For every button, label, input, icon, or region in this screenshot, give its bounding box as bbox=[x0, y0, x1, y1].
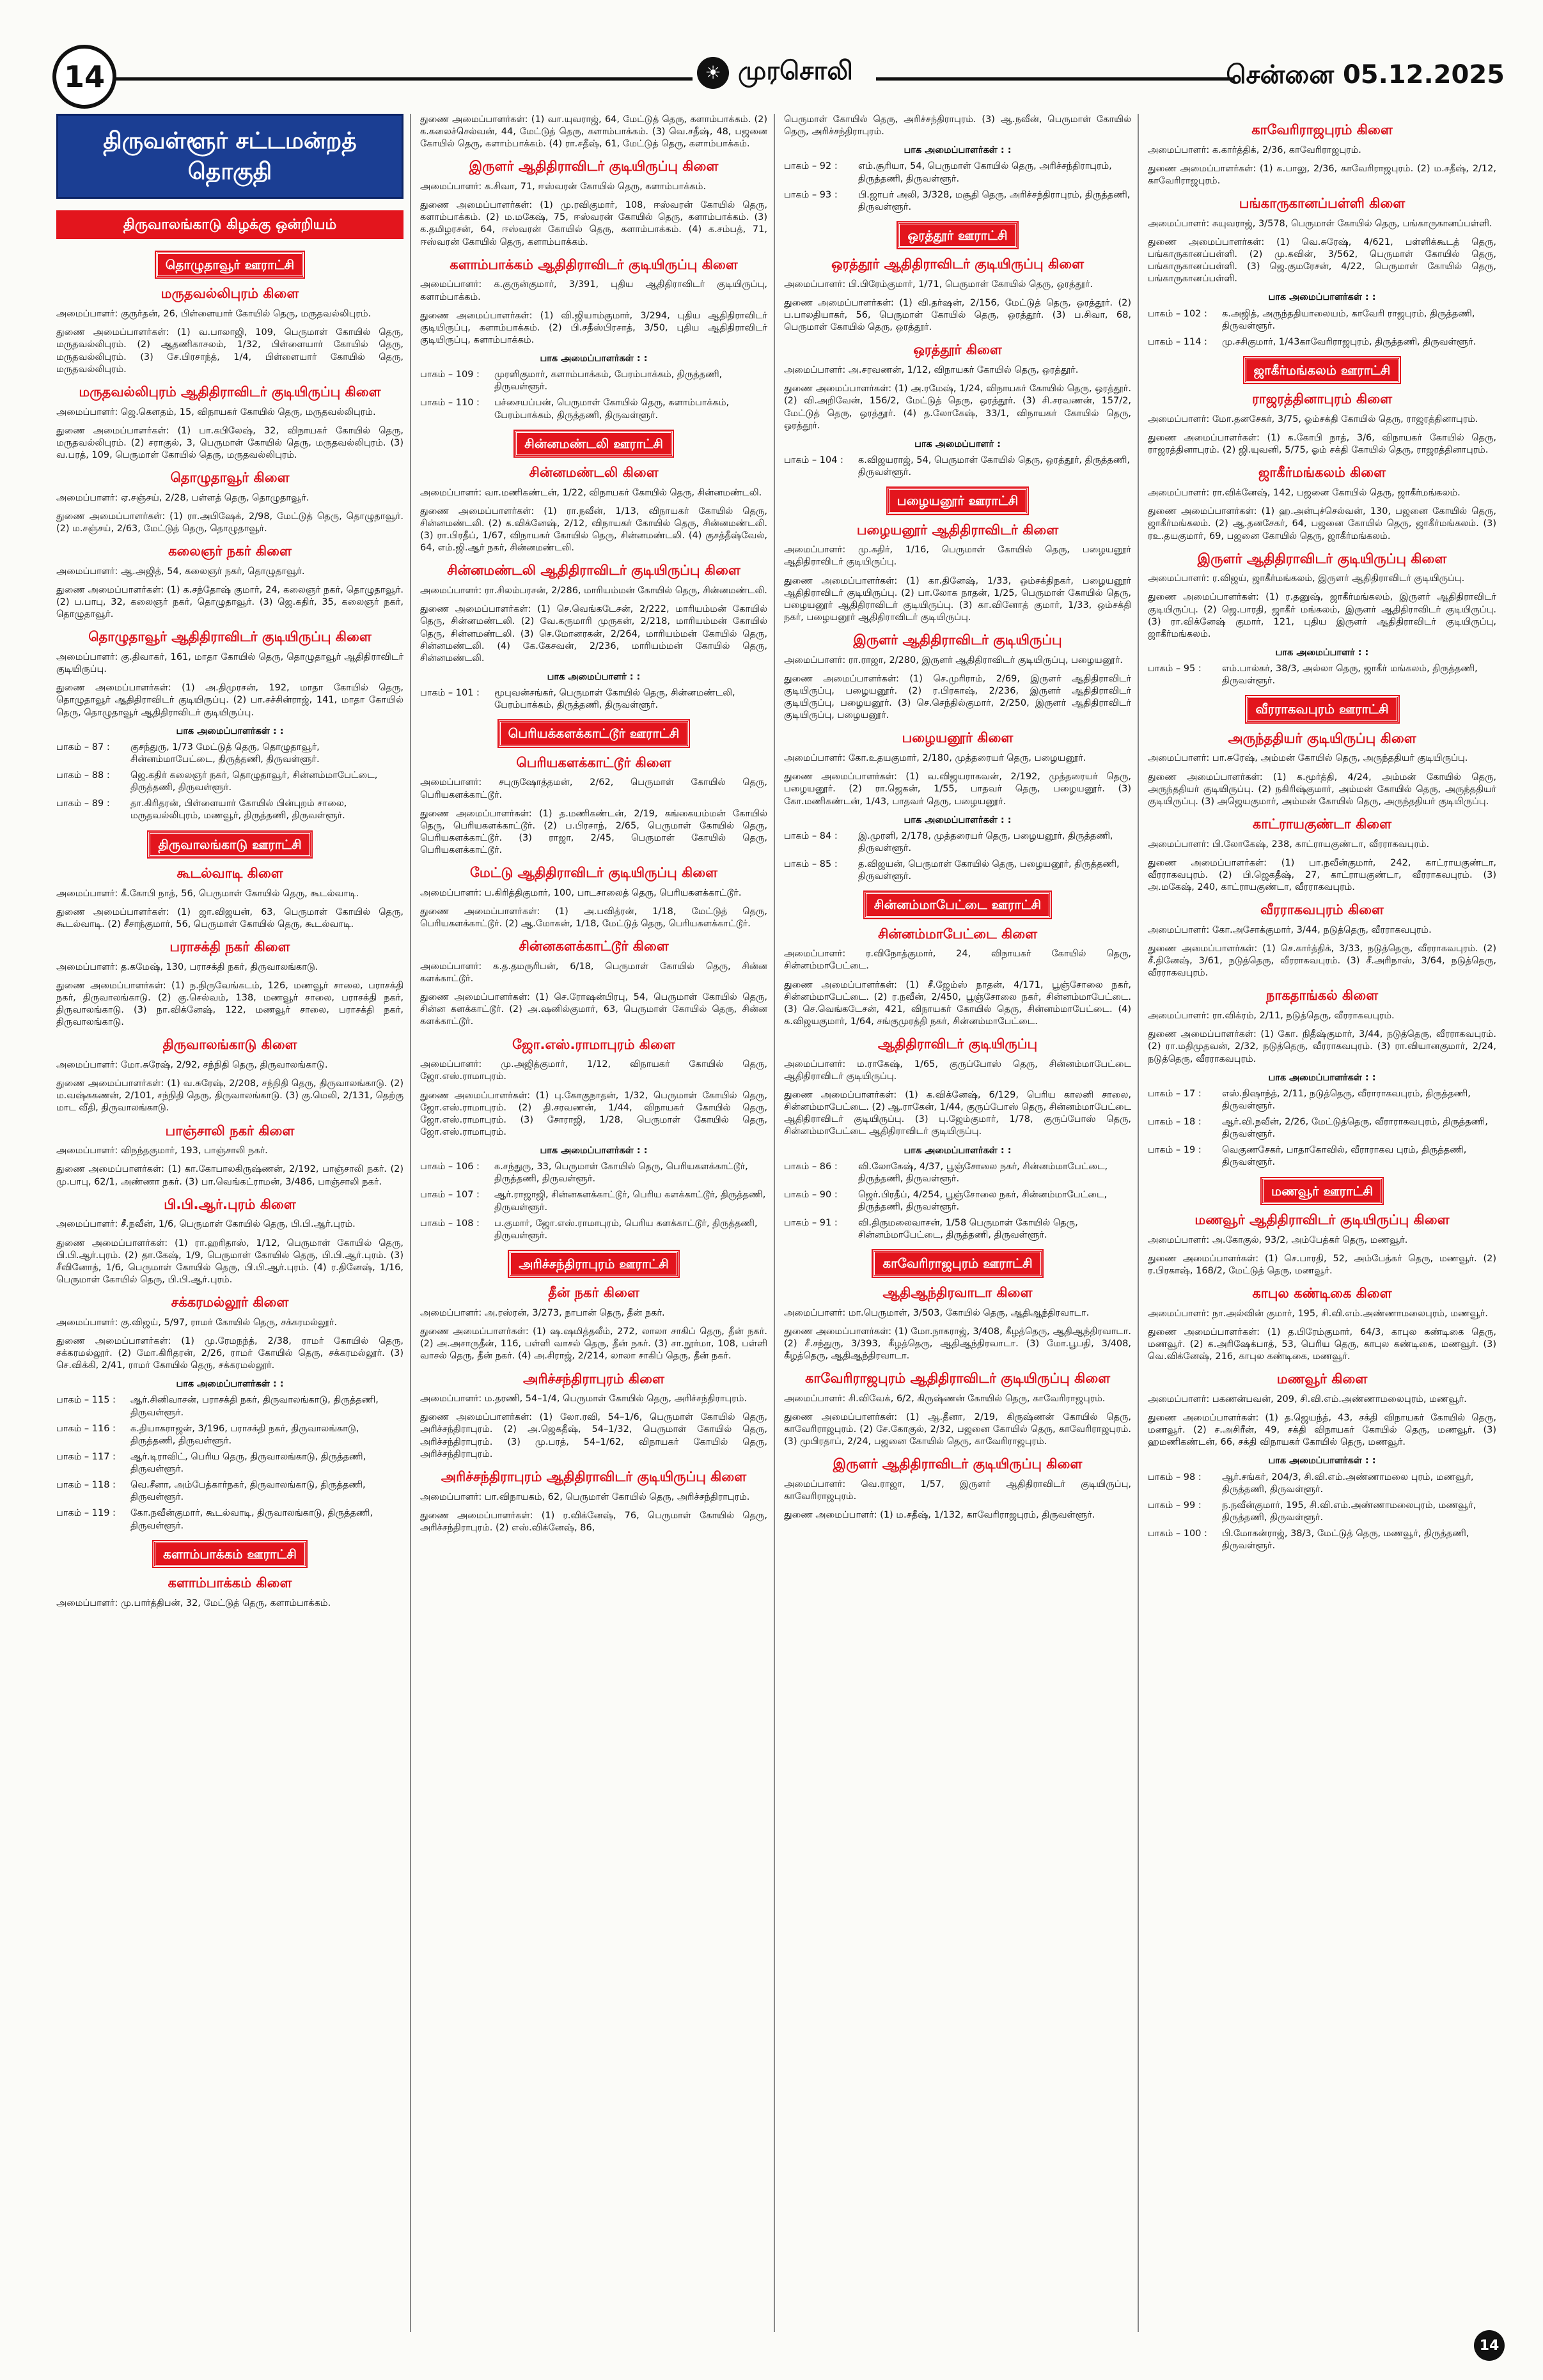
booth-text: வெ.சீனா, அம்பேத்கார்நகர், திருவாலங்காடு, திருத்தணி, திருவள்ளூர். bbox=[130, 1480, 366, 1503]
panchayat-tag: காவேரிராஜபுரம் ஊராட்சி bbox=[873, 1250, 1042, 1276]
deputy-text: துணை அமைப்பாளர்கள்: (1) வ.பாலாஜி, 109, பெருமாள் கோயில் தெரு, மருதவல்லிபுரம். (2) ஆதணிகாசலம், 1/32, பிள்ளையார் கோயில் தெரு, மருதவல்லிபுரம். (3) சே.பிரசாந்த், 1/4, பிள்ளையார் கோயில் தெரு, மருதவல்லிபுரம். bbox=[56, 327, 403, 375]
dateline: சென்னை 05.12.2025 bbox=[1226, 60, 1505, 89]
booth-text: வி.திருமலைவாசன், 1/58 பெருமாள் கோயில் தெரு, சின்னம்மாபேட்டை, திருத்தணி, திருவள்ளூர். bbox=[858, 1218, 1078, 1241]
branch-heading: மருதவல்லிபுரம் கிளை bbox=[161, 286, 299, 302]
organizer-text: அமைப்பாளர்: ஆ.அஜித், 54, கலைஞர் நகர், தொழுதாவூர். bbox=[56, 566, 305, 577]
booth-row bbox=[420, 397, 767, 421]
deputy-text: துணை அமைப்பாளர்கள்: (1) சீ.ஜேம்ஸ் நாதன், 4/171, பூஞ்சோலை நகர், சின்னம்மாபேட்டை. (2) ர.நவீன், 2/450, பூஞ்சோலை நகர், சின்னம்மாபேட்டை. (3) செ.வெங்கடேசன், 421, விநாயகர் கோயில் தெரு, சின்னம்மாபேட்டை. (4) க.விஜயகுமார், 1/64, சங்குமுரத்தி நகர், சின்னம்மாபேட்டை. bbox=[784, 979, 1131, 1027]
deputy-text: துணை அமைப்பாளர்கள்: (1) செ.ரோஷன்பிரபு, 54, பெருமாள் கோயில் தெரு, சின்ன களக்காட்டூர். (2) அ.ஷனில்குமார், 63, பெருமாள் கோயில் தெரு, சின்ன களக்காட்டூர். bbox=[420, 992, 767, 1027]
branch-heading: சின்னம்மாபேட்டை கிளை bbox=[877, 926, 1038, 942]
column-3 bbox=[784, 114, 1139, 2332]
organizer-text: அமைப்பாளர்: கு.விஜய், 5/97, ராமர் கோயில் தெரு, சக்கரமல்லூர். bbox=[56, 1317, 337, 1328]
organizer-text: அமைப்பாளர்: க.குருன்குமார், 3/391, புதிய ஆதிதிராவிடர் குடியிருப்பு, களாம்பாக்கம். bbox=[420, 279, 767, 302]
organizer-text: அமைப்பாளர்: அ.சரவணன், 1/12, விநாயகர் கோயில் தெரு, ஒரத்தூர். bbox=[784, 365, 1079, 376]
booth-row bbox=[420, 1161, 767, 1185]
deputy-text: துணை அமைப்பாளர்கள்: (1) ந.நிருவேங்கடம், 126, மணவூர் சாலை, பராசக்தி நகர், திருவாலங்காடு. (2) கு.செல்வம், 138, மணவூர் சாலை, பராசக்தி நகர், திருவாலங்காடு. (3) நா.விக்னேஷ், 122, மணவூர் சாலை, பராசக்தி நகர், திருவாலங்காடு. bbox=[56, 980, 403, 1028]
panchayat-tag: ஒரத்தூர் ஊராட்சி bbox=[898, 222, 1017, 248]
branch-heading: இருளர் ஆதிதிராவிடர் குடியிருப்பு கிளை bbox=[1197, 550, 1447, 566]
organizer-text: அமைப்பாளர்: சீ.நவீன், 1/6, பெருமாள் கோயில் தெரு, பி.பி.ஆர்.புரம். bbox=[56, 1219, 356, 1230]
organizer-text: அமைப்பாளர்: மு.கதிர், 1/16, பெருமாள் கோயில் தெரு, பழையனூர் ஆதிதிராவிடர் குடியிருப்பு. bbox=[784, 545, 1131, 568]
panchayat-tag: சின்னமண்டலி ஊராட்சி bbox=[515, 431, 673, 456]
branch-heading: மேட்டு ஆதிதிராவிடர் குடியிருப்பு கிளை bbox=[469, 865, 718, 881]
branch-heading: பி.பி.ஆர்.புரம் கிளை bbox=[164, 1196, 296, 1212]
booth-heading: பாக அமைப்பாளர்கள் : : bbox=[904, 814, 1012, 825]
deputy-text: துணை அமைப்பாளர்கள்: (1) த.மணிகண்டன், 2/19, கங்கையம்மன் கோயில் தெரு, பெரியகளக்காட்டூர். (2) ப.பிரசாந், 2/65, பெருமாள் கோயில் தெரு, பெரியகளக்காட்டூர். (3) ராஜா, 2/45, பெருமாள் கோயில் தெரு, பெரியகளக்காட்டூர். bbox=[420, 808, 767, 855]
deputy-text: துணை அமைப்பாளர்கள்: (1) அ.பவித்ரன், 1/18, மேட்டுத் தெரு, பெரியகளக்காட்டூர். (2) ஆ.மோகன், 1/18, மேட்டுத் தெரு, பெரியகளக்காட்டூர். bbox=[420, 906, 767, 929]
deputy-text: துணை அமைப்பாளர்கள்: (1) செ.கார்த்திக், 3/33, நடுத்தெரு, வீரராகவபுரம். (2) சீ.தினேஷ், 3/61, நடுத்தெரு, வீரராகவபுரம். (3) சீ.அரிநாஸ், 3/64, நடுத்தெரு, வீரராகவபுரம். bbox=[1148, 944, 1496, 979]
branch-heading: சின்னமண்டலி கிளை bbox=[529, 465, 659, 481]
branch-heading: இருளர் ஆதிதிராவிடர் குடியிருப்பு bbox=[853, 632, 1062, 648]
booth-text: மு.சசிகுமார், 1/43காவேரிராஜபுரம், திருத்தணி, திருவள்ளூர். bbox=[1222, 336, 1476, 347]
booth-text: க.அஜித், அருந்ததியாலையம், காவேரி ராஜபுரம், திருத்தணி, திருவள்ளூர். bbox=[1222, 308, 1475, 331]
branch-heading: மருதவல்லிபுரம் ஆதிதிராவிடர் குடியிருப்பு கிளை bbox=[79, 384, 381, 400]
organizer-text: அமைப்பாளர்: ரா.விக்ரம், 2/11, நடுத்தெரு, வீரராகவபுரம். bbox=[1148, 1011, 1395, 1022]
booth-number: பாகம் – 93 : bbox=[784, 189, 838, 200]
deputy-text: துணை அமைப்பாளர்கள்: (1) செ.வெங்கடேசன், 2/222, மாரியம்மன் கோயில் தெரு, சின்னமண்டலி. (2) வே.கருமாரி முருகன், 2/218, மாரியம்மன் கோயில் தெரு, சின்னமண்டலி. (3) செ.மோனரகன், 2/264, மாரியம்மன் கோயில் தெரு, சின்னமண்டலி. (4) கே.கேசவன், 2/236, மாரியம்மன் கோயில் தெரு, சின்னமண்டலி. bbox=[420, 604, 767, 664]
panchayat-tag: சின்னம்மாபேட்டை ஊராட்சி bbox=[865, 892, 1051, 917]
booth-row bbox=[56, 1507, 403, 1532]
branch-heading: தீன் நகர் கிளை bbox=[548, 1285, 639, 1301]
branch-heading: பழையனூர் கிளை bbox=[902, 730, 1014, 746]
booth-heading: பாக அமைப்பாளர் : : bbox=[1275, 647, 1369, 658]
panchayat-tag: பழையனூர் ஊராட்சி bbox=[888, 488, 1028, 513]
booth-row bbox=[420, 687, 767, 712]
booth-text: பச்சையப்பன், பெருமாள் கோயில் தெரு, களாம்பாக்கம், பேரம்பாக்கம், திருத்தணி, திருவள்ளூர். bbox=[494, 398, 730, 421]
masthead bbox=[697, 56, 853, 89]
branch-heading: வீரராகவபுரம் கிளை bbox=[1260, 902, 1384, 918]
branch-heading: ஆதிதிராவிடர் குடியிருப்பு bbox=[877, 1036, 1038, 1052]
branch-heading: பெரியகளக்காட்டூர் கிளை bbox=[516, 754, 671, 770]
deputy-text: துணை அமைப்பாளர்கள்: (1) கா.தினேஷ், 1/33, ஒம்சக்திநகர், பழையனூர் ஆதிதிராவிடர் குடியிருப்பு. (2) பா.லோக நாதன், 1/25, பெருமாள் கோயில் தெரு, பழையனூர் ஆதிதிராவிடர் குடியிருப்பு. (3) கா.வினோத் குமார், 1/33, ஒம்சக்தி நகர், பழையனூர் ஆதிதிராவிடர் குடியிருப்பு. bbox=[784, 575, 1131, 623]
booth-number: பாகம் – 99 : bbox=[1148, 1500, 1202, 1511]
deputy-text: துணை அமைப்பாளர்கள்: (1) க.விக்னேஷ், 6/129, பெரிய காலனி சாலை, சின்னம்மாபேட்டை. (2) ஆ.ராகேன், 1/44, குருப்போஸ் தெரு, சின்னம்மாபேட்டை ஆதிதிராவிடர் குடியிருப்பு. (3) பு.ஜேம்குமார், 1/78, குருப்போஸ் தெரு, சின்னம்மாபேட்டை ஆதிதிராவிடர் குடியிருப்பு. bbox=[784, 1090, 1131, 1137]
booth-text: ஆர்.ராஜாஜி, சின்னகளக்காட்டூர், பெரிய களக்காட்டூர், திருத்தணி, திருவள்ளூர். bbox=[494, 1190, 766, 1213]
deputy-text: துணை அமைப்பாளர்கள்: (1) மோ.நாகராஜ், 3/408, கீழத்தெரு, ஆதிஆந்திரவாடா. (2) சீ.சந்துரு, 3/393, கீழத்தெரு, ஆதிஆந்திரவாடா. (3) மோ.பூபதி, 3/408, கீழத்தெரு, ஆதிஆந்திரவாடா. bbox=[784, 1326, 1131, 1361]
booth-number: பாகம் – 117 : bbox=[56, 1451, 116, 1462]
deputy-text: துணை அமைப்பாளர்கள்: (1) ர.விக்னேஷ், 76, பெருமாள் கோயில் தெரு, அரிச்சந்திராபுரம். (2) எஸ்.விக்னேஷ், 86, bbox=[420, 1510, 767, 1533]
booth-number: பாகம் – 89 : bbox=[56, 798, 110, 809]
booth-text: பி.மோகன்ராஜ், 38/3, மேட்டுத் தெரு, மணவூர், திருத்தணி, திருவள்ளூர். bbox=[1222, 1528, 1469, 1552]
branch-heading: அருந்ததியர் குடியிருப்பு கிளை bbox=[1228, 730, 1416, 746]
deputy-text: துணை அமைப்பாளர்கள்: (1) அ.ரமேஷ், 1/24, விநாயகர் கோயில் தெரு, ஒரத்தூர். (2) வி.அறிவேன், 156/2, மேட்டுத் தெரு, ஒரத்தூர். (3) சி.சரவணன், 157/2, மேட்டுத் தெரு, ஒரத்தூர். (4) த.லோகேஷ், 33/1, விநாயகர் கோயில் தெரு, ஒரத்தூர். bbox=[784, 384, 1131, 431]
organizer-text: அமைப்பாளர்: ப.கிரித்திகுமார், 100, பாடசாலைத் தெரு, பெரியகளக்காட்டூர். bbox=[420, 887, 742, 898]
branch-heading: களாம்பாக்கம் ஆதிதிராவிடர் குடியிருப்பு கிளை bbox=[450, 256, 738, 272]
deputy-text: துணை அமைப்பாளர்கள்: (1) செ.பாரதி, 52, அம்பேத்கர் தெரு, மணவூர். (2) ர.பிரகாஷ், 168/2, மேட்டுத் தெரு, மணவூர். bbox=[1148, 1253, 1496, 1276]
booth-heading: பாக அமைப்பாளர்கள் : : bbox=[1268, 1456, 1376, 1466]
booth-number: பாகம் – 92 : bbox=[784, 161, 838, 172]
booth-row bbox=[784, 1189, 1131, 1213]
organizer-text: அமைப்பாளர்: சி.விவேக், 6/2, கிருஷ்ணன் கோயில் தெரு, காவேரிராஜபுரம். bbox=[784, 1393, 1106, 1404]
organizer-text: அமைப்பாளர்: விநந்தகுமார், 193, பாஞ்சாலி நகர். bbox=[56, 1146, 268, 1156]
booth-row bbox=[1148, 336, 1496, 348]
branch-heading: காட்ராயகுண்டா கிளை bbox=[1252, 816, 1392, 832]
branch-heading: காவேரிராஜபுரம் கிளை bbox=[1251, 122, 1393, 137]
deputy-text: துணை அமைப்பாளர்கள்: (1) த.பிரேம்குமார், 64/3, காபுல கண்டிகை தெரு, மணவூர். (2) க.அரிஷேக்பாத், 53, பெரிய தெரு, காபுல கண்டிகை, மணவூர். (3) வெ.விக்னேஷ், 216, காபுல கண்டிகை, மணவூர். bbox=[1148, 1326, 1496, 1362]
column-4 bbox=[1148, 114, 1503, 2332]
booth-heading: பாக அமைப்பாளர்கள் : : bbox=[1268, 1072, 1376, 1083]
booth-heading: பாக அமைப்பாளர் : bbox=[914, 439, 1001, 449]
branch-heading: பங்காருகானப்பள்ளி கிளை bbox=[1239, 196, 1406, 212]
booth-row bbox=[56, 1451, 403, 1475]
booth-text: எம்.சூரியா, 54, பெருமாள் கோயில் தெரு, அரிச்சந்திராபுரம், திருத்தணி, திருவள்ளூர். bbox=[858, 161, 1112, 184]
booth-row bbox=[784, 1217, 1131, 1241]
deputy-text: துணை அமைப்பாளர்கள்: (1) வி.தர்ஷன், 2/156, மேட்டுத் தெரு, ஒரத்தூர். (2) ப.பாலதியாகர், 56, பெருமாள் கோயில் தெரு, ஒரத்தூர். (3) ப.சிவா, 68, பெருமாள் கோயில் தெரு, ஒரத்தூர். bbox=[784, 298, 1131, 333]
booth-number: பாகம் – 106 : bbox=[420, 1162, 480, 1172]
deputy-text: துணை அமைப்பாளர்கள்: (1) பு.கோகுநாதன், 1/32, பெருமாள் கோயில் தெரு, ஜோ.எஸ்.ராமாபுரம். (2) தி.சரவணன், 1/44, விநாயகர் கோயில் தெரு, ஜோ.எஸ்.ராமாபுரம். (3) சோராஜி, 1/28, பெருமாள் கோயில் தெரு, ஜோ.எஸ்.ராமாபுரம். bbox=[420, 1090, 767, 1137]
organizer-text: அமைப்பாளர்: பா.விநாயகம், 62, பெருமாள் கோயில் தெரு, அரிச்சந்திராபுரம். bbox=[420, 1491, 750, 1502]
column-1 bbox=[56, 114, 411, 2332]
organizer-text: அமைப்பாளர்: கோ.உதயகுமார், 2/180, முத்தரையர் தெரு, பழையனூர். bbox=[784, 753, 1086, 764]
organizer-text: அமைப்பாளர்: அ.ரஸ்ரன், 3/273, நாபான் தெரு, தீன் நகர். bbox=[420, 1308, 665, 1319]
booth-heading: பாக அமைப்பாளர்கள் : : bbox=[540, 1146, 648, 1156]
booth-heading: பாக அமைப்பாளர்கள் : : bbox=[540, 354, 648, 364]
deputy-text: துணை அமைப்பாளர்: (1) ம.சதீஷ், 1/132, காவேரிராஜபுரம், திருவள்ளூர். bbox=[784, 1510, 1095, 1521]
booth-number: பாகம் – 88 : bbox=[56, 770, 110, 781]
booth-text: ஜெ.கதிர் கலைஞர் நகர், தொழுதாவூர், சின்னம்மாபேட்டை, திருத்தணி, திருவள்ளூர். bbox=[130, 770, 378, 793]
deputy-text: துணை அமைப்பாளர்கள்: (1) ஷ.ஷமித்தலீம், 272, லாலா சாகிப் தெரு, தீன் நகர். (2) அ.அசாருதீன், 116, பள்ளி வாசல் தெரு, தீன் நகர். (3) சா.நூர்மா, 108, பள்ளி வாசல் தெரு, தீன் நகர். (4) அ.சிராஜ், 2/214, லாலா சாகிப் தெரு, தீன் நகர். bbox=[420, 1326, 767, 1362]
branch-heading: மணவூர் கிளை bbox=[1276, 1371, 1368, 1387]
booth-heading: பாக அமைப்பாளர்கள் : : bbox=[904, 145, 1012, 156]
booth-number: பாகம் – 18 : bbox=[1148, 1117, 1202, 1127]
branch-heading: கலைஞர் நகர் கிளை bbox=[168, 543, 292, 559]
booth-text: மூபுவன்சங்கர், பெருமாள் கோயில் தெரு, சின்னமண்டலி, பேரம்பாக்கம், திருத்தணி, திருவள்ளூர். bbox=[494, 688, 735, 711]
branch-heading: கூடல்வாடி கிளை bbox=[176, 865, 283, 881]
organizer-text: அமைப்பாளர்: மோ.சுரேஷ், 2/92, சந்நிதி தெரு, திருவாலங்காடு. bbox=[56, 1060, 328, 1071]
branch-heading: காபுல கண்டிகை கிளை bbox=[1252, 1285, 1392, 1301]
deputy-text: துணை அமைப்பாளர்கள்: (1) வெ.சுரேஷ், 4/621, பள்ளிக்கூடத் தெரு, பங்காருகானப்பள்ளி. (2) மு.கவின், 3/562, பெருமாள் கோயில் தெரு, பங்காருகானப்பள்ளி. (3) ஜெ.குமரேசன், 4/22, பெருமாள் கோயில் தெரு, பங்காருகானப்பள்ளி. bbox=[1148, 237, 1496, 284]
branch-heading: ஒரத்தூர் கிளை bbox=[913, 342, 1002, 358]
booth-text: ஆர்.சினிவாசன், பராசக்தி நகர், திருவாலங்காடு, திருத்தணி, திருவள்ளூர். bbox=[130, 1395, 379, 1418]
organizer-text: அமைப்பாளர்: சுயுவராஜ், 3/578, பெருமாள் கோயில் தெரு, பங்காருகானப்பள்ளி. bbox=[1148, 218, 1492, 229]
booth-number: பாகம் – 85 : bbox=[784, 859, 838, 869]
panchayat-tag: வீரராகவபுரம் ஊராட்சி bbox=[1246, 696, 1398, 722]
organizer-text: அமைப்பாளர்: ரா.சிலம்பரசன், 2/286, மாரியம்மன் கோயில் தெரு, சின்னமண்டலி. bbox=[420, 586, 767, 596]
branch-heading: சக்கரமல்லூர் கிளை bbox=[171, 1295, 289, 1311]
organizer-text: அமைப்பாளர்: கு.திவாகர், 161, மாதா கோயில் தெரு, தொழுதாவூர் ஆதிதிராவிடர் குடியிருப்பு. bbox=[56, 652, 403, 675]
booth-number: பாகம் – 119 : bbox=[56, 1508, 116, 1519]
organizer-text: அமைப்பாளர்: மா.பெருமாள், 3/503, கோயில் தெரு, ஆதிஆந்திரவாடா. bbox=[784, 1307, 1090, 1318]
booth-text: முரளிகுமார், களாம்பாக்கம், பேரம்பாக்கம், திருத்தணி, திருவள்ளூர். bbox=[494, 369, 723, 393]
panchayat-tag: களாம்பாக்கம் ஊராட்சி bbox=[153, 1541, 306, 1567]
deputy-text: துணை அமைப்பாளர்கள்: (1) கா.கோபாலகிருஷ்ணன், 2/192, பாஞ்சாலி நகர். (2) மு.பாபு, 62/1, அண்ணா நகர். (3) பா.வெங்கட்ராமன், 3/486, பாஞ்சாலி நகர். bbox=[56, 1164, 403, 1187]
organizer-text: அமைப்பாளர்: க.சிவா, 71, ஈஸ்வரன் கோயில் தெரு, களாம்பாக்கம். bbox=[420, 182, 707, 192]
deputy-text: துணை அமைப்பாளர்கள்: (1) மு.ரேமநந்த், 2/38, ராமர் கோயில் தெரு, சக்கரமல்லூர். (2) மோ.கிரிதரன், 2/26, ராமர் கோயில் தெரு, சக்கரமல்லூர். (3) செ.விக்கி, 2/41, ராமர் கோயில் தெரு, சக்கரமல்லூர். bbox=[56, 1335, 403, 1371]
organizer-text: அமைப்பாளர்: கீ.கோபி நாத், 56, பெருமாள் கோயில் தெரு, கூடல்வாடி. bbox=[56, 888, 359, 899]
organizer-text: அமைப்பாளர்: வா.மணிகண்டன், 1/22, விநாயகர் கோயில் தெரு, சின்னமண்டலி. bbox=[420, 487, 762, 498]
deputy-text: துணை அமைப்பாளர்கள்: (1) வி.ஜியாம்குமார், 3/294, புதிய ஆதிதிராவிடர் குடியிருப்பு, களாம்பாக்கம். (2) பி.சதீஸ்பிரசாத், 3/50, புதிய ஆதிதிராவிடர் குடியிருப்பு, களாம்பாக்கம். bbox=[420, 310, 767, 345]
booth-text: வெகுணசேகர், பாதாகோவில், வீராராகவ புரம், திருத்தணி, திருவள்ளூர். bbox=[1222, 1145, 1467, 1168]
rising-sun-logo-icon: ☀ bbox=[697, 57, 729, 89]
panchayat-tag: அரிச்சந்திராபுரம் ஊராட்சி bbox=[509, 1251, 678, 1277]
branch-heading: பாஞ்சாலி நகர் கிளை bbox=[165, 1123, 295, 1139]
booth-row bbox=[56, 1479, 403, 1504]
booth-row bbox=[420, 1189, 767, 1213]
deputy-text: துணை அமைப்பாளர்கள்: (1) வ.சுரேஷ், 2/208, சந்நிதி தெரு, திருவாலங்காடு. (2) ம.வஷ்சுகணன், 2/101, சந்நிதி தெரு, திருவாலங்காடு. (3) கு.மெலி, 2/131, தெற்கு மாட வீதி, திருவாலங்காடு. bbox=[56, 1078, 403, 1114]
booth-heading: பாக அமைப்பாளர்கள் : : bbox=[1268, 292, 1376, 303]
booth-heading: பாக அமைப்பாளர்கள் : : bbox=[176, 1379, 284, 1390]
booth-text: க.விஜயராஜ், 54, பெருமாள் கோயில் தெரு, ஒரத்தூர், திருத்தணி, திருவள்ளூர். bbox=[858, 455, 1131, 478]
deputy-text: பெருமாள் கோயில் தெரு, அரிச்சந்திராபுரம். (3) ஆ.நவீன், பெருமாள் கோயில் தெரு, அரிச்சந்திராபுரம். bbox=[784, 114, 1131, 137]
booth-row bbox=[420, 369, 767, 393]
organizer-text: அமைப்பாளர்: மோ.தனசேகர், 3/75, ஓம்சக்தி கோயில் தெரு, ராஜரத்தினாபுரம். bbox=[1148, 414, 1478, 425]
booth-number: பாகம் – 90 : bbox=[784, 1189, 838, 1200]
booth-row bbox=[784, 160, 1131, 185]
deputy-text: துணை அமைப்பாளர்கள்: (1) ர.தனுஷ், ஜாகீர்மங்கலம், இருளர் ஆதிதிராவிடர் குடியிருப்பு. (2) ஜெ.பாரதி, ஜாகீர் மங்கலம், இருளர் ஆதிதிராவிடர் குடியிருப்பு. (3) ரா.விக்னேஷ் குமார், 121, புதிய இருளர் ஆதிதிராவிடர் குடியிருப்பு, ஜாகீர்மங்கலம். bbox=[1148, 592, 1496, 639]
footer-page-number: 14 bbox=[1474, 2330, 1505, 2361]
organizer-text: அமைப்பாளர்: வெ.ராஜா, 1/57, இருளர் ஆதிதிராவிடர் குடியிருப்பு, காவேரிராஜபுரம். bbox=[784, 1479, 1131, 1502]
booth-row bbox=[784, 859, 1131, 883]
booth-number: பாகம் – 17 : bbox=[1148, 1088, 1202, 1099]
panchayat-tag: தொழுதாவூர் ஊராட்சி bbox=[156, 252, 304, 277]
booth-text: தா.கிரிதரன், பிள்ளையார் கோயில் பின்புறம் சாலை, மருதவல்லிபுரம், மணவூர், திருத்தணி, திருவள்ளூர். bbox=[130, 798, 347, 821]
organizer-text: அமைப்பாளர்: பி.லோகேஷ், 238, காட்ராயகுண்டா, வீரராகவபுரம். bbox=[1148, 839, 1430, 850]
booth-row bbox=[56, 742, 403, 766]
organizer-text: அமைப்பாளர்: ஏ.சஞ்சய், 2/28, பள்ளத் தெரு, தொழுதாவூர். bbox=[56, 492, 309, 503]
branch-heading: ஜோ.எஸ்.ராமாபுரம் கிளை bbox=[512, 1036, 675, 1052]
booth-row bbox=[784, 1161, 1131, 1185]
booth-row bbox=[1148, 1528, 1496, 1552]
booth-row bbox=[56, 770, 403, 794]
deputy-text: துணை அமைப்பாளர்கள்: (1) க.கோபி நாத், 3/6, விநாயகர் கோயில் தெரு, ராஜரத்தினாபுரம். (2) ஜி.யுவனி, 5/75, ஓம் சக்தி கோயில் தெரு, ராஜரத்தினாபுரம். bbox=[1148, 433, 1496, 456]
booth-number: பாகம் – 86 : bbox=[784, 1161, 838, 1172]
booth-number: பாகம் – 87 : bbox=[56, 742, 110, 752]
header-rule-left bbox=[114, 77, 693, 81]
deputy-text: துணை அமைப்பாளர்கள்: (1) வா.யுவராஜ், 64, மேட்டுத் தெரு, களாம்பாக்கம். (2) க.கலைச்செல்வன், 44, மேட்டுத் தெரு, களாம்பாக்கம். (3) வெ.சதீஷ், 48, பஜனை கோயில் தெரு, களாம்பாக்கம். (4) ரா.சதீஷ், 61, மேட்டுத் தெரு, களாம்பாக்கம். bbox=[420, 114, 767, 150]
union-banner: திருவாலங்காடு கிழக்கு ஒன்றியம் bbox=[56, 210, 403, 239]
booth-heading: பாக அமைப்பாளர்கள் : : bbox=[176, 726, 284, 736]
deputy-text: துணை அமைப்பாளர்கள்: (1) பா.நவீன்குமார், 242, காட்ராயகுண்டா, வீரராகவபுரம். (2) பி.ஜெகதீஷ், 27, காட்ராயகுண்டா, வீரராகவபுரம். (3) அ.மகேஷ், 240, காட்ராயகுண்டா, வீரராகவபுரம். bbox=[1148, 857, 1496, 893]
deputy-text: துணை அமைப்பாளர்கள்: (1) கோ. நிதீஷ்குமார், 3/44, நடுத்தெரு, வீரராகவபுரம். (2) ரா.மதிமுதவன், 2/32, நடுத்தெரு, வீரராகவபுரம். (3) ரா.வியானகுமார், 2/24, நடுத்தெரு, வீரராகவபுரம். bbox=[1148, 1029, 1496, 1064]
deputy-text: துணை அமைப்பாளர்கள்: (1) க.சந்தோஷ் குமார், 24, கலைஞர் நகர், தொழுதாவூர். (2) ப.பாபு, 32, கலைஞர் நகர், தொழுதாவூர். (3) ஜெ.கதிர், 35, கலைஞர் நகர், தொழுதாவூர். bbox=[56, 584, 403, 620]
page-number-badge: 14 bbox=[52, 45, 116, 109]
organizer-text: அமைப்பாளர்: ஜெ.கௌதம், 15, விநாயகர் கோயில் தெரு, மருதவல்லிபுரம். bbox=[56, 407, 376, 417]
constituency-banner: திருவள்ளூர் சட்டமன்றத் தொகுதி bbox=[56, 114, 403, 199]
branch-heading: பழையனூர் ஆதிதிராவிடர் கிளை bbox=[856, 522, 1059, 538]
deputy-text: துணை அமைப்பாளர்கள்: (1) ஆ.தீனா, 2/19, கிருஷ்ணன் கோயில் தெரு, காவேரிராஜபுரம். (2) சே.கோகுல், 2/32, பஜனை கோயில் தெரு, காவேரிராஜபுரம். (3) முபிரதாப், 2/24, பஜனை கோயில் தெரு, காவேரிராஜபுரம். bbox=[784, 1412, 1131, 1447]
booth-number: பாகம் – 110 : bbox=[420, 398, 480, 408]
branch-heading: ஜாகீர்மங்கலம் கிளை bbox=[1258, 465, 1386, 481]
booth-number: பாகம் – 100 : bbox=[1148, 1528, 1207, 1539]
organizer-text: அமைப்பாளர்: த.கமேஷ், 130, பராசக்தி நகர், திருவாலங்காடு. bbox=[56, 961, 318, 972]
booth-number: பாகம் – 102 : bbox=[1148, 308, 1207, 319]
booth-text: க.சந்துரு, 33, பெருமாள் கோயில் தெரு, பெரியகளக்காட்டூர், திருத்தணி, திருவள்ளூர். bbox=[494, 1162, 748, 1185]
booth-row bbox=[1148, 1472, 1496, 1496]
panchayat-tag: ஜாகீர்மங்கலம் ஊராட்சி bbox=[1244, 357, 1400, 383]
organizer-text: அமைப்பாளர்: ரா.விக்னேஷ், 142, பஜனை கோயில் தெரு, ஜாகீர்மங்கலம். bbox=[1148, 488, 1461, 499]
branch-heading: இருளர் ஆதிதிராவிடர் குடியிருப்பு கிளை bbox=[833, 1456, 1083, 1472]
branch-heading: ராஜரத்தினாபுரம் கிளை bbox=[1251, 391, 1393, 407]
booth-number: பாகம் – 109 : bbox=[420, 369, 480, 380]
booth-row bbox=[1148, 663, 1496, 687]
booth-number: பாகம் – 84 : bbox=[784, 830, 838, 841]
branch-heading: களாம்பாக்கம் கிளை bbox=[168, 1575, 292, 1591]
branch-heading: திருவாலங்காடு கிளை bbox=[162, 1037, 297, 1053]
branch-heading: பராசக்தி நகர் கிளை bbox=[169, 939, 290, 955]
organizer-text: அமைப்பாளர்: ரா.ராஜா, 2/280, இருளர் ஆதிதிராவிடர் குடியிருப்பு, பழையனூர். bbox=[784, 655, 1123, 665]
booth-row bbox=[784, 189, 1131, 214]
page-header bbox=[0, 0, 1543, 94]
booth-row bbox=[1148, 1144, 1496, 1169]
panchayat-tag: பெரியக்களக்காட்டூர் ஊராட்சி bbox=[499, 720, 689, 746]
booth-text: எஸ்.நிஷாந்த், 2/11, நடுத்தெரு, வீராராகவபுரம், திருத்தணி, திருவள்ளூர். bbox=[1222, 1088, 1471, 1111]
booth-row bbox=[56, 1394, 403, 1419]
booth-number: பாகம் – 101 : bbox=[420, 688, 480, 699]
organizer-text: அமைப்பாளர்: பி.பிரேம்குமார், 1/71, பெருமாள் கோயில் தெரு, ஒரத்தூர். bbox=[784, 279, 1093, 290]
deputy-text: துணை அமைப்பாளர்கள்: (1) செ.முரிராம், 2/69, இருளர் ஆதிதிராவிடர் குடியிருப்பு, பழையனூர். (2) ர.பிரகாஷ், 2/236, இருளர் ஆதிதிராவிடர் குடியிருப்பு, பழையனூர். (3) செ.செந்தில்குமார், 2/250, இருளர் ஆதிதிராவிடர் குடியிருப்பு, பழையனூர். bbox=[784, 673, 1131, 721]
booth-heading: பாக அமைப்பாளர்கள் : : bbox=[904, 1145, 1012, 1156]
deputy-text: துணை அமைப்பாளர்கள்: (1) லோ.ரவி, 54–1/6, பெருமாள் கோயில் தெரு, அரிச்சந்திராபுரம். (2) அ.ஜெகதீஷ், 54–1/32, பெருமாள் கோயில் தெரு, அரிச்சந்திராபுரம். (3) மு.பரத், 54–1/62, விநாயகர் கோயில் தெரு, அரிச்சந்திராபுரம். bbox=[420, 1412, 767, 1459]
booth-number: பாகம் – 104 : bbox=[784, 455, 843, 465]
booth-text: இ.முரளி, 2/178, முத்தரையர் தெரு, பழையனூர், திருத்தணி, திருவள்ளூர். bbox=[858, 830, 1113, 853]
organizer-text: அமைப்பாளர்: மு.பார்த்திபன், 32, மேட்டுத் தெரு, களாம்பாக்கம். bbox=[56, 1598, 331, 1608]
booth-text: எம்.பால்கர், 38/3, அல்லா தெரு, ஜாகீர் மங்கலம், திருத்தணி, திருவள்ளூர். bbox=[1222, 664, 1478, 687]
booth-text: பி.ஜாபர் அலி, 3/328, மசூதி தெரு, அரிச்சந்திராபுரம், திருத்தணி, திருவள்ளூர். bbox=[858, 189, 1131, 212]
booth-number: பாகம் – 91 : bbox=[784, 1218, 838, 1229]
organizer-text: அமைப்பாளர்: அ.கோகுல், 93/2, அம்பேத்கர் தெரு, மணவூர். bbox=[1148, 1234, 1408, 1245]
organizer-text: அமைப்பாளர்: நா.அல்வின் குமார், 195, சி.வி.எம்.அண்ணாமலைபுரம், மணவூர். bbox=[1148, 1308, 1488, 1319]
booth-text: ஆர்.சங்கர், 204/3, சி.வி.எம்.அண்ணாமலை புரம், மணவூர், திருத்தணி, திருவள்ளூர். bbox=[1222, 1472, 1474, 1495]
masthead-title: முரசொலி bbox=[738, 56, 853, 86]
organizer-text: அமைப்பாளர்: கோ.அசோக்குமார், 3/44, நடுத்தெரு, வீரராகவபுரம். bbox=[1148, 924, 1432, 935]
booth-number: பாகம் – 98 : bbox=[1148, 1472, 1202, 1482]
branch-heading: சின்னகளக்காட்டூர் கிளை bbox=[519, 938, 669, 954]
organizer-text: அமைப்பாளர்: ர.விஜய், ஜாகீர்மங்கலம், இருளர் ஆதிதிராவிடர் குடியிருப்பு. bbox=[1148, 573, 1465, 584]
organizer-text: அமைப்பாளர்: குருர்தன், 26, பிள்ளையார் கோயில் தெரு, மருதவல்லிபுரம். bbox=[56, 309, 372, 320]
branch-heading: மணவூர் ஆதிதிராவிடர் குடியிருப்பு கிளை bbox=[1194, 1211, 1450, 1227]
booth-row bbox=[784, 455, 1131, 479]
booth-row bbox=[56, 1423, 403, 1447]
branch-heading: நாகதாங்கல் கிளை bbox=[1265, 988, 1379, 1004]
booth-text: த.விஜயன், பெருமாள் கோயில் தெரு, பழையனூர், திருத்தணி, திருவள்ளூர். bbox=[858, 859, 1120, 882]
branch-heading: ஆதிஆந்திரவாடா கிளை bbox=[882, 1284, 1033, 1300]
organizer-text: அமைப்பாளர்: பா.சுரேஷ், அம்மன் கோயில் தெரு, அருந்ததியர் குடியிருப்பு. bbox=[1148, 753, 1468, 764]
panchayat-tag: மணவூர் ஊராட்சி bbox=[1262, 1178, 1382, 1204]
booth-number: பாகம் – 118 : bbox=[56, 1480, 116, 1491]
booth-text: ப.குமார், ஜோ.எஸ்.ராமாபுரம், பெரிய களக்காட்டூர், திருத்தணி, திருவள்ளூர். bbox=[494, 1218, 758, 1241]
header-rule-right bbox=[876, 77, 1234, 81]
booth-row bbox=[420, 1218, 767, 1242]
booth-text: வி.லோகேஷ், 4/37, பூஞ்சோலை நகர், சின்னம்மாபேட்டை, திருத்தணி, திருவள்ளூர். bbox=[858, 1161, 1108, 1184]
deputy-text: துணை அமைப்பாளர்கள்: (1) க.பாலு, 2/36, காவேரிராஜபுரம். (2) ம.சதீஷ், 2/12, காவேரிராஜபுரம். bbox=[1148, 163, 1496, 186]
booth-heading: பாக அமைப்பாளர் : : bbox=[547, 671, 641, 682]
deputy-text: துணை அமைப்பாளர்கள்: (1) ஜா.விஜயன், 63, பெருமாள் கோயில் தெரு, கூடல்வாடி. (2) சீசாந்குமார், 56, பெருமாள் கோயில் தெரு, கூடல்வாடி. bbox=[56, 906, 403, 929]
booth-number: பாகம் – 19 : bbox=[1148, 1145, 1202, 1156]
booth-row bbox=[1148, 308, 1496, 332]
booth-row bbox=[56, 798, 403, 822]
booth-text: ஆர்.வி.நவீன், 2/26, மேட்டுத்தெரு, வீராராகவபுரம், திருத்தணி, திருவள்ளூர். bbox=[1222, 1117, 1488, 1140]
booth-text: கோ.நவீன்குமார், கூடல்வாடி, திருவாலங்காடு, திருத்தணி, திருவள்ளூர். bbox=[130, 1508, 373, 1531]
branch-heading: காவேரிராஜபுரம் ஆதிதிராவிடர் குடியிருப்பு கிளை bbox=[804, 1371, 1111, 1387]
panchayat-tag: திருவாலங்காடு ஊராட்சி bbox=[148, 832, 311, 857]
branch-heading: அரிச்சந்திராபுரம் ஆதிதிராவிடர் குடியிருப்பு கிளை bbox=[441, 1468, 747, 1484]
branch-heading: இருளர் ஆதிதிராவிடர் குடியிருப்பு கிளை bbox=[469, 159, 719, 175]
branch-heading: தொழுதாவூர் ஆதிதிராவிடர் குடியிருப்பு கிளை bbox=[88, 629, 372, 645]
booth-text: ஜெர்.பிரதீப், 4/254, பூஞ்சோலை நகர், சின்னம்மாபேட்டை, திருத்தணி, திருவள்ளூர். bbox=[858, 1189, 1108, 1213]
organizer-text: அமைப்பாளர்: ர.விநோத்குமார், 24, விநாயகர் கோயில் தெரு, சின்னம்மாபேட்டை. bbox=[784, 949, 1131, 972]
deputy-text: துணை அமைப்பாளர்கள்: (1) ரா.ஹரிதாஸ், 1/12, பெருமாள் கோயில் தெரு, பி.பி.ஆர்.புரம். (2) தா.கேஷ், 1/9, பெருமாள் கோயில் தெரு, பி.பி.ஆர்.புரம். (3) சீவினோத், 1/6, பெருமாள் கோயில் தெரு, பி.பி.ஆர்.புரம். (4) ர.தினேஷ், 1/16, பெருமாள் கோயில் தெரு, பி.பி.ஆர்.புரம். bbox=[56, 1238, 403, 1285]
booth-text: ஆர்.டிராவிட், பெரிய தெரு, திருவாலங்காடு, திருத்தணி, திருவள்ளூர். bbox=[130, 1451, 366, 1474]
booth-row bbox=[784, 830, 1131, 855]
organizer-text: அமைப்பாளர்: பகணன்பவன், 209, சி.வி.எம்.அண்ணாமலைபுரம், மணவூர். bbox=[1148, 1394, 1467, 1404]
booth-number: பாகம் – 115 : bbox=[56, 1395, 116, 1406]
article-columns bbox=[56, 114, 1507, 2332]
deputy-text: துணை அமைப்பாளர்கள்: (1) பா.கபிலேஷ், 32, விநாயகர் கோயில் தெரு, மருதவல்லிபுரம். (2) சராகுல், 3, பெருமாள் கோயில் தெரு, மருதவல்லிபுரம். (3) வ.பரத், 109, பெருமாள் கோயில் தெரு, மருதவல்லிபுரம். bbox=[56, 425, 403, 460]
organizer-text: அமைப்பாளர்: ம.ராகேஷ், 1/65, குருப்போஸ் தெரு, சின்னம்மாபேட்டை ஆதிதிராவிடர் குடியிருப்பு. bbox=[784, 1059, 1131, 1082]
branch-heading: சின்னமண்டலி ஆதிதிராவிடர் குடியிருப்பு கிளை bbox=[447, 563, 740, 579]
booth-text: ந.நவீன்குமார், 195, சி.வி.எம்.அண்ணாமலைபுரம், மணவூர், திருத்தணி, திருவள்ளூர். bbox=[1222, 1500, 1476, 1523]
deputy-text: துணை அமைப்பாளர்கள்: (1) ஹ.அன்புச்செல்வன், 130, பஜனை கோயில் தெரு, ஜாகீர்மங்கலம். (2) ஆ.தனசேகர், 64, பஜனை கோயில் தெரு, ஜாகீர்மங்கலம். (3) ரஉ.தயகுமார், 69, பஜனை கோயில் தெரு, ஜாகீர்மங்கலம். bbox=[1148, 506, 1496, 541]
organizer-text: அமைப்பாளர்: க.கார்த்திக், 2/36, காவேரிராஜபுரம். bbox=[1148, 144, 1361, 155]
booth-number: பாகம் – 108 : bbox=[420, 1218, 480, 1229]
branch-heading: ஒரத்தூர் ஆதிதிராவிடர் குடியிருப்பு கிளை bbox=[831, 256, 1085, 272]
deputy-text: துணை அமைப்பாளர்கள்: (1) க.மூர்த்தி, 4/24, அம்மன் கோயில் தெரு, அருந்ததியர் குடியிருப்பு. (2) நகிரிஷ்குமார், அம்மன் கோயில் தெரு, அருந்ததியர் குடியிருப்பு. (3) அஜெயகுமார், அம்மன் கோயில் தெரு, அருந்ததியர் குடியிருப்பு. bbox=[1148, 772, 1496, 807]
deputy-text: துணை அமைப்பாளர்கள்: (1) ரா.அபிஷேக், 2/98, மேட்டுத் தெரு, தொழுதாவூர். (2) ம.சஞ்சய், 2/63, மேட்டுத் தெரு, தொழுதாவூர். bbox=[56, 511, 403, 534]
booth-row bbox=[1148, 1116, 1496, 1140]
organizer-text: அமைப்பாளர்: ம.தரணி, 54–1/4, பெருமாள் கோயில் தெரு, அரிச்சந்திராபுரம். bbox=[420, 1394, 747, 1404]
booth-row bbox=[1148, 1500, 1496, 1524]
booth-number: பாகம் – 116 : bbox=[56, 1423, 116, 1434]
deputy-text: துணை அமைப்பாளர்கள்: (1) மு.ரவிகுமார், 108, ஈஸ்வரன் கோயில் தெரு, களாம்பாக்கம். (2) ம.மகேஷ், 75, ஈஸ்வரன் கோயில் தெரு, களாம்பாக்கம். (3) க.தமிழரசன், 64, ஈஸ்வரன் கோயில் தெரு, களாம்பாக்கம். (4) க.சம்பத், 71, ஈஸ்வரன் கோயில் தெரு, களாம்பாக்கம். bbox=[420, 200, 767, 247]
branch-heading: அரிச்சந்திராபுரம் கிளை bbox=[523, 1371, 664, 1387]
branch-heading: தொழுதாவூர் கிளை bbox=[170, 470, 290, 486]
booth-row bbox=[1148, 1088, 1496, 1112]
deputy-text: துணை அமைப்பாளர்கள்: (1) வ.விஜயராகவன், 2/192, முத்தரையர் தெரு, பழையனூர். (2) ரா.ஜெகன், 1/55, பாதவர் தெரு, பழையனூர். (3) கோ.மணிகண்டன், 1/43, பாதவர் தெரு, பழையனூர். bbox=[784, 772, 1131, 807]
booth-text: குசந்துரு, 1/73 மேட்டுத் தெரு, தொழுதாவூர், சின்னம்மாபேட்டை, திருத்தணி, திருவள்ளூர். bbox=[130, 742, 320, 765]
booth-number: பாகம் – 114 : bbox=[1148, 336, 1207, 347]
column-2 bbox=[420, 114, 775, 2332]
deputy-text: துணை அமைப்பாளர்கள்: (1) த.ஜெயந்த், 43, சக்தி விநாயகர் கோயில் தெரு, மணவூர். (2) ச.அசிரீன், 49, சக்தி விநாயகர் கோயில் தெரு, மணவூர். (3) ஹமணிகண்டன், 66, சக்தி விநாயகர் கோயில் தெரு, மணவூர். bbox=[1148, 1413, 1496, 1448]
organizer-text: அமைப்பாளர்: மு.அஜித்குமார், 1/12, விநாயகர் கோயில் தெரு, ஜோ.எஸ்.ராமாபுரம். bbox=[420, 1059, 767, 1082]
deputy-text: துணை அமைப்பாளர்கள்: (1) ரா.நவீன், 1/13, விநாயகர் கோயில் தெரு, சின்னமண்டலி. (2) க.விக்னேஷ், 2/12, விநாயகர் கோயில் தெரு, சின்னமண்டலி. (3) ரா.பிரதீப், 1/67, விநாயகர் கோயில் தெரு, சின்னமண்டலி. (4) குசத்தீஷ்வேல், 64, எம்.ஜி.ஆர் நகர், சின்னமண்டலி. bbox=[420, 506, 767, 554]
organizer-text: அமைப்பாளர்: க.த.தமருரிபன், 6/18, பெருமாள் கோயில் தெரு, சின்ன களக்காட்டூர். bbox=[420, 961, 767, 984]
deputy-text: துணை அமைப்பாளர்கள்: (1) அ.திமுரசன், 192, மாதா கோயில் தெரு, தொழுதாவூர் ஆதிதிராவிடர் குடியிருப்பு. (2) பா.சச்சின்ராஜ், 141, மாதா கோயில் தெரு, தொழுதாவூர் ஆதிதிராவிடர் குடியிருப்பு. bbox=[56, 683, 403, 718]
organizer-text: அமைப்பாளர்: சபுருஷோத்தமன், 2/62, பெருமாள் கோயில் தெரு, பெரியகளக்காட்டூர். bbox=[420, 777, 767, 800]
booth-number: பாகம் – 95 : bbox=[1148, 664, 1202, 674]
booth-text: க.தியாகராஜன், 3/196, பராசக்தி நகர், திருவாலங்காடு, திருத்தணி, திருவள்ளூர். bbox=[130, 1423, 359, 1446]
booth-number: பாகம் – 107 : bbox=[420, 1190, 480, 1201]
